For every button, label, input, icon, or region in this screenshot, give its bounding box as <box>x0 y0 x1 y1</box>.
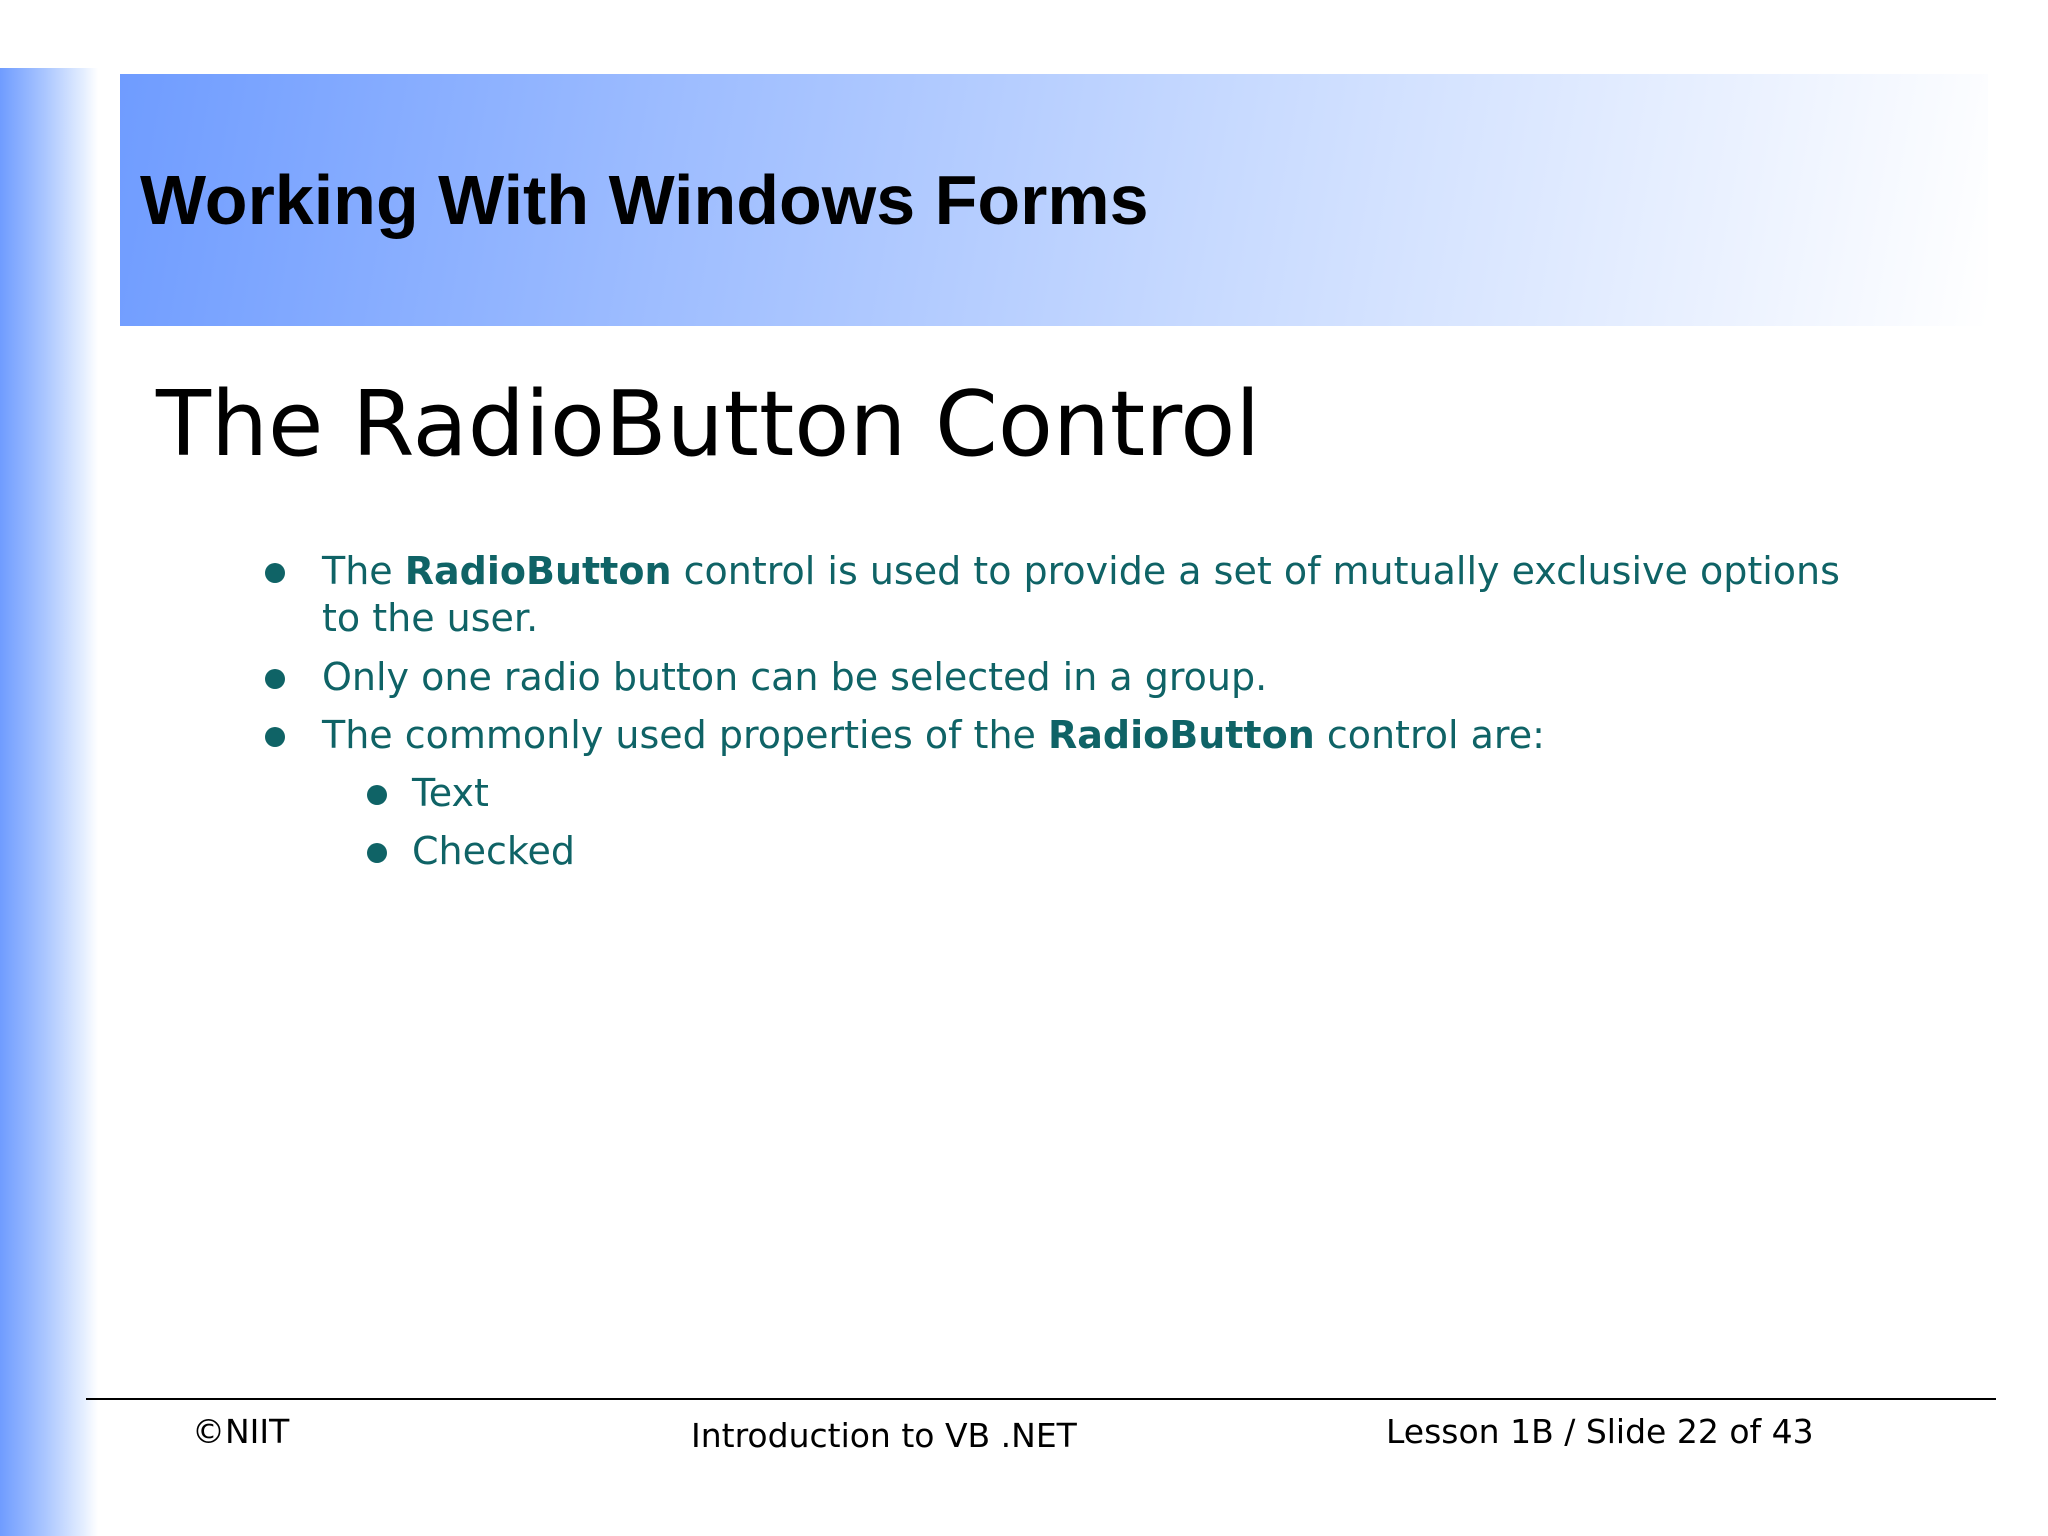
slide-title: The RadioButton Control <box>156 372 1261 477</box>
bullet-dot <box>265 563 285 583</box>
bullet-1-before: The <box>322 549 405 593</box>
footer-course-title: Introduction to VB .NET <box>691 1416 1077 1455</box>
bullet-3-bold: RadioButton <box>1048 713 1315 757</box>
footer-divider <box>86 1398 1996 1400</box>
bullet-1-after: control is used to provide a set of mutually exclusive options <box>671 549 1840 593</box>
bullet-3-before: The commonly used properties of the <box>322 713 1048 757</box>
bullet-3-after: control are: <box>1314 713 1545 757</box>
footer-copyright: ©NIIT <box>192 1412 290 1451</box>
bullet-item-2: Only one radio button can be selected in a group. <box>322 655 1268 699</box>
footer-slide-number: Lesson 1B / Slide 22 of 43 <box>1386 1412 1814 1451</box>
bullet-item-1-continuation: to the user. <box>322 596 539 640</box>
header-title: Working With Windows Forms <box>140 161 1149 239</box>
sub-bullet-text: Text <box>412 771 489 815</box>
sub-bullet-dot <box>367 785 387 805</box>
sub-bullet-checked: Checked <box>412 829 576 873</box>
bullet-1-bold: RadioButton <box>404 549 672 593</box>
sub-bullet-dot <box>367 843 387 863</box>
bullet-dot <box>265 727 285 747</box>
bullet-dot <box>265 669 285 689</box>
left-gradient-bar <box>0 68 98 1536</box>
bullet-item-3 <box>322 712 1545 759</box>
bullet-item-1 <box>322 548 1840 595</box>
